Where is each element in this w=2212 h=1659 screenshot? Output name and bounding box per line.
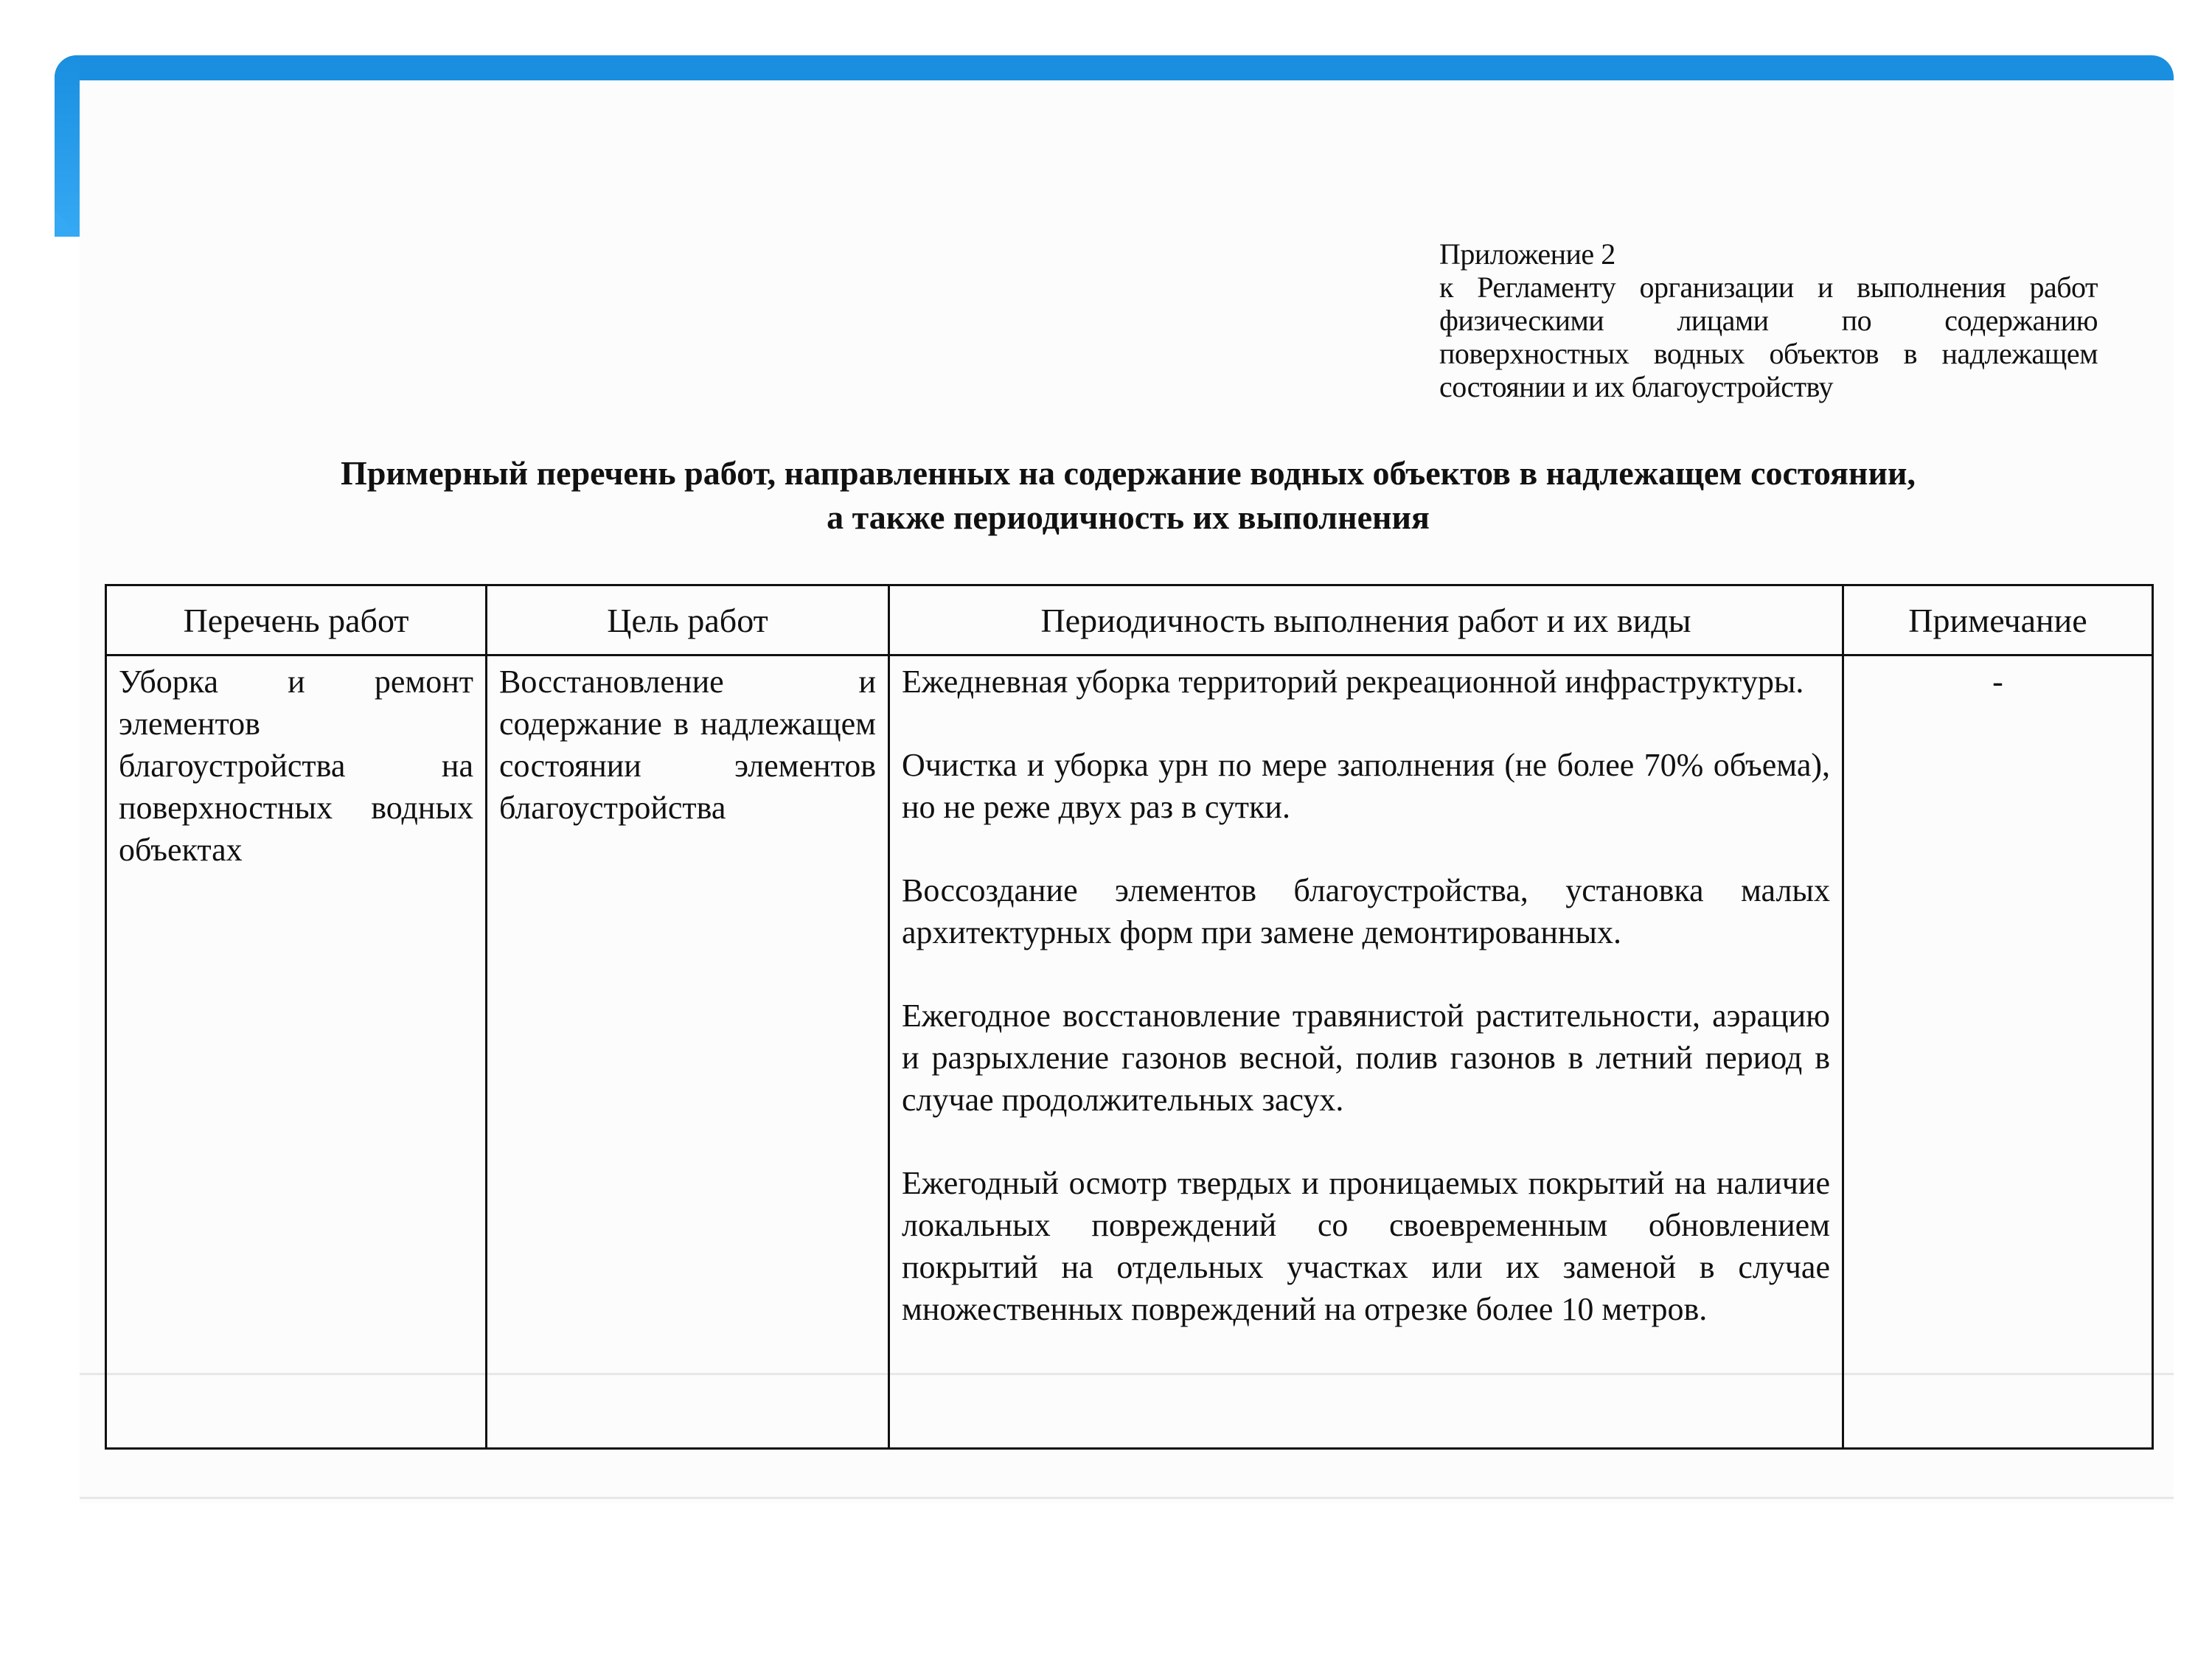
document-title-line: а также периодичность их выполнения <box>827 498 1430 536</box>
table-header-row <box>106 585 2153 655</box>
table-row <box>106 655 2153 1449</box>
scan-bottom-edge <box>80 1497 2174 1499</box>
document-title-line: Примерный перечень работ, направленных на содержание водных объектов в надлежащем состоянии, <box>341 454 1916 492</box>
appendix-line: физическими лицами по содержанию <box>1439 304 2098 337</box>
cell-goal-text: Восстановление и содержание в надлежащем состоянии элементов благоустройства <box>499 664 876 826</box>
appendix-title: Приложение 2 <box>1439 237 1615 271</box>
periodicity-item: Ежегодное восстановление травянистой растительности, аэрацию и разрыхление газонов весной, полив газонов в летний период в случае продолжительных засух. <box>902 998 1830 1118</box>
periodicity-item: Ежедневная уборка территорий рекреационной инфраструктуры. <box>902 664 1804 700</box>
works-table <box>105 584 2154 1450</box>
periodicity-item: Воссоздание элементов благоустройства, установка малых архитектурных форм при замене демонтированных. <box>902 872 1830 950</box>
appendix-line: состоянии и их благоустройству <box>1439 370 1833 403</box>
slide-accent-left-tip <box>55 210 80 237</box>
periodicity-item: Ежегодный осмотр твердых и проницаемых покрытий на наличие локальных повреждений со своевременным обновлением покрытий на отдельных участках или их заменой в случае множественных повреждений на отрезке более 10 метров. <box>902 1165 1830 1327</box>
cell-goal <box>487 655 889 1449</box>
header-goal: Цель работ <box>487 585 889 655</box>
header-periodicity: Периодичность выполнения работ и их виды <box>889 585 1843 655</box>
cell-periodicity <box>889 655 1843 1449</box>
document-title <box>221 451 2035 540</box>
appendix-note <box>1439 237 2098 403</box>
cell-works <box>106 655 487 1449</box>
cell-works-text: Уборка и ремонт элементов благоустройства на поверхностных водных объектах <box>119 664 473 868</box>
periodicity-item: Очистка и уборка урн по мере заполнения (не более 70% объема), но не реже двух раз в сутки. <box>902 747 1830 825</box>
header-note: Примечание <box>1843 585 2153 655</box>
slide-accent-top <box>55 55 2174 80</box>
header-works: Перечень работ <box>106 585 487 655</box>
appendix-line: поверхностных водных объектов в надлежащем <box>1439 337 2098 370</box>
cell-note: - <box>1843 655 2153 1449</box>
appendix-line: к Регламенту организации и выполнения работ <box>1439 271 2098 304</box>
